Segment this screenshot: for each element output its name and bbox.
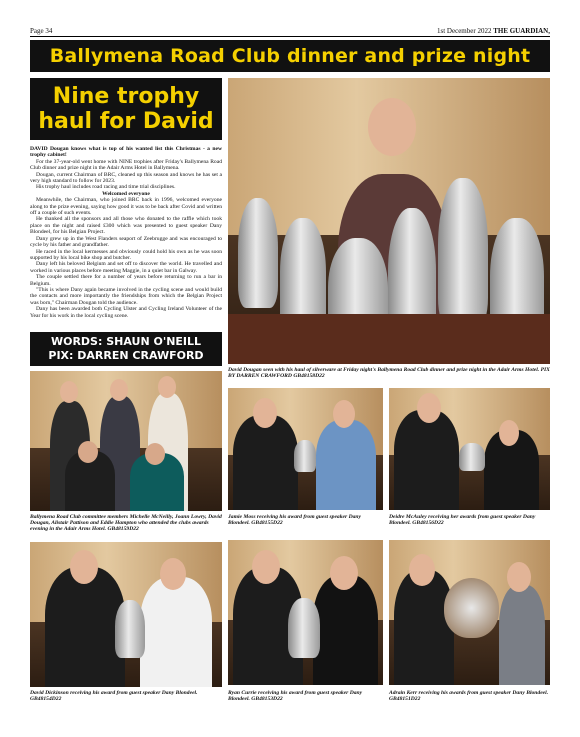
article-paragraph: For the 37-year-old went home with NINE trophies after Friday's Ballymena Road Club dinner and prize night in the Adair Arms Hotel in Ballymena. [30,158,222,172]
headline-line-2: haul for David [38,109,214,134]
article-paragraph: Dany grew up in the West Flanders seaport of Zeebrugge and was encouraged to cycle by his father and grandfather. [30,235,222,249]
deidre-caption: Deidre McAuley receiving her awards from guest speaker Dany Blondeel. GB48156D22 [389,514,536,527]
issue-date [437,27,550,35]
deidre-photo [389,388,550,510]
article-body [30,146,222,319]
article-paragraph: He thanked all the sponsors and all those who donated to the raffle which took place on the night and raised £300 which was presented to guest speaker Dany Blondeel, for his Belgian Project. [30,216,222,236]
paper-name: THE GUARDIAN, [493,27,550,35]
article-paragraph: His trophy haul includes road racing and time trial disciplines. [36,184,176,191]
article-paragraph: The couple settled there for a number of years before returning to run a bar in Belgium. [30,274,222,287]
article-paragraph: He raced in the local kermesses and obviously could hold his own as he was soon supported by his local bike shop and butcher. [30,248,222,261]
byline-box [30,332,222,366]
article-paragraph: Dany left his beloved Belgium and set off to discover the world. He travelled and worked in various places before meeting Maggie, in a quiet bar in Galway. [30,261,222,274]
david-dickinson-caption: David Dickinson receiving his award from guest speaker Dany Blondeel. GB48154D22 [30,690,198,703]
main-photo-caption: David Dougan seen with his haul of silverware at Friday night's Ballymena Road Club dinner and prize night in the Adair Arms Hotel. PIX BY DARREN CRAWFORD GB48158D22 [228,367,550,380]
shield-trophy-icon [444,578,499,638]
date-text: 1st December 2022 [437,27,492,35]
adrain-caption: Adrain Kerr receiving his awards from guest speaker Dany Blondeel. GB48151D22 [389,690,549,703]
david-dickinson-photo [30,542,222,687]
headline [30,78,222,140]
header-rule [30,36,550,37]
jamie-caption: Jamie Moss receiving his award from guest speaker Dany Blondeel. GB48155D22 [228,514,362,527]
headline-line-1: Nine trophy [52,84,200,109]
adrain-photo [389,540,550,685]
article-paragraph: Meanwhile, the Chairman, who joined BRC back in 1996, welcomed everyone along to the prize evening, saying how good it was to be back after Covid and written off a couple of such events. [30,197,222,217]
article-paragraph: Dougan, current Chairman of BRC, cleaned up this season and knows he has set a very high standard to follow for 2023. [30,171,222,185]
committee-caption: Ballymena Road Club committee members Michelle McNeilly, Joann Lowry, David Dougan, Alistair Pattison and Eddie Hampton who attended the clubs awards evening in the Adair Arms Hotel. GB48159D22 [30,514,222,533]
byline-pix: PIX: DARREN CRAWFORD [48,349,204,362]
page-number: Page 34 [30,27,53,35]
ryan-photo [228,540,383,685]
section-banner: Ballymena Road Club dinner and prize night [30,40,550,72]
ryan-caption: Ryan Currie receiving his award from guest speaker Dany Blondeel. GB48153D22 [228,690,363,703]
article-subheading: Welcomed everyone [102,190,150,197]
article-paragraph: Dany has been awarded both Cycling Ulster and Cycling Ireland Volunteer of the Year for his work in the local cycling scene. [30,306,222,319]
jamie-photo [228,388,383,510]
article-paragraph: "This is where Dany again became involved in the cycling scene and would build the contacts and more importantly the friendships from which the Belgian Project was born," Chairman Dougan told the audience. [30,286,222,306]
article-lead: DAVID Dougan knows what is top of his wanted list this Christmas - a new trophy cabinet! [30,146,222,159]
main-photo [228,78,550,364]
byline-words: WORDS: SHAUN O'NEILL [50,335,202,348]
committee-photo [30,371,222,511]
